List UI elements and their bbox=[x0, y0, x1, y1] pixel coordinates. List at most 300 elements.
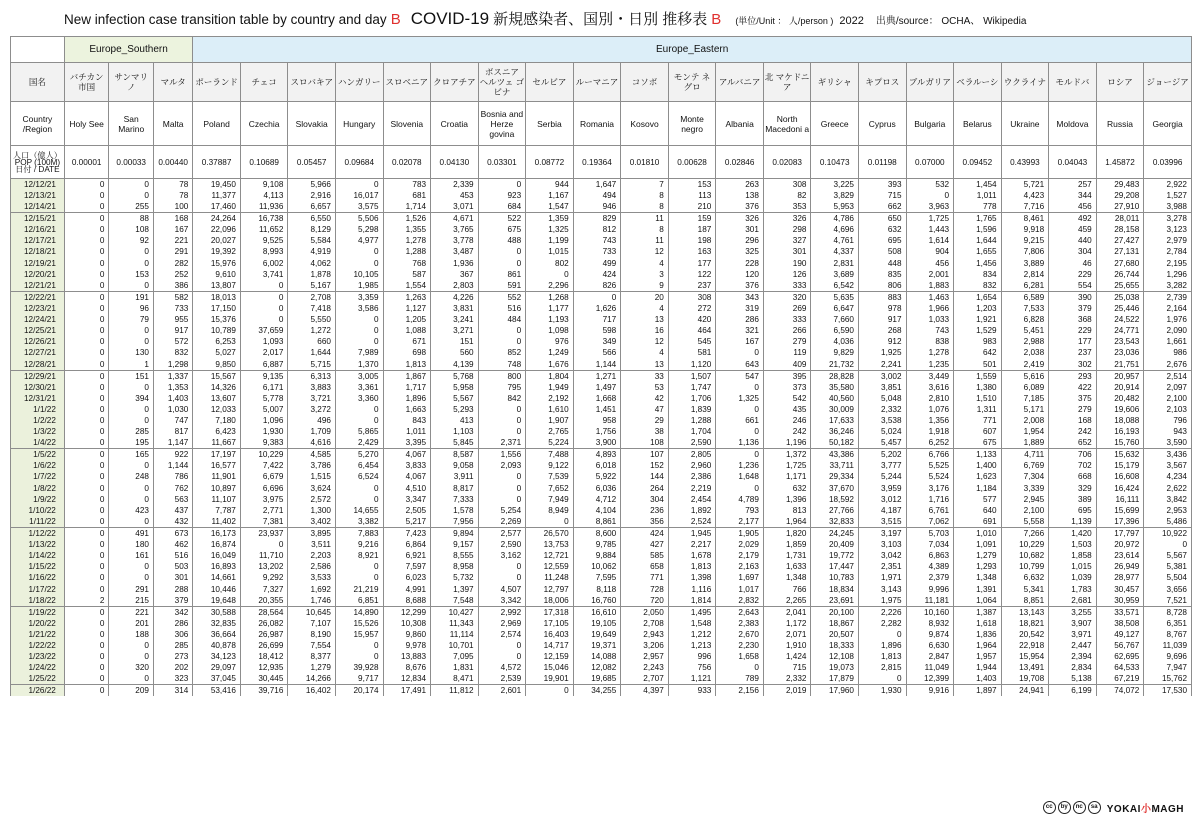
case-count-cell: 842 bbox=[478, 393, 526, 404]
case-count-cell: 11,049 bbox=[906, 662, 954, 673]
case-count-cell: 25,655 bbox=[1096, 280, 1144, 292]
case-count-cell: 986 bbox=[1144, 347, 1192, 358]
case-count-cell: 577 bbox=[954, 494, 1002, 505]
population-value: 0.00001 bbox=[64, 146, 109, 179]
case-count-cell: 1,144 bbox=[573, 359, 621, 371]
case-count-cell: 20,507 bbox=[811, 629, 859, 640]
case-count-cell: 996 bbox=[668, 651, 716, 662]
case-count-cell: 221 bbox=[109, 606, 154, 618]
case-count-cell: 108 bbox=[109, 224, 154, 235]
case-count-cell: 0 bbox=[64, 572, 109, 583]
country-en-name: Slovakia bbox=[288, 102, 336, 146]
corner-cell bbox=[11, 37, 65, 63]
case-count-cell: 1,889 bbox=[1001, 437, 1049, 449]
case-count-cell: 2,100 bbox=[1144, 393, 1192, 404]
case-count-cell: 3,402 bbox=[288, 516, 336, 528]
case-count-cell: 3,012 bbox=[858, 494, 906, 505]
case-count-cell: 1,706 bbox=[668, 393, 716, 404]
case-count-cell: 27,680 bbox=[1096, 258, 1144, 269]
case-count-cell: 1,709 bbox=[288, 426, 336, 437]
case-count-cell: 201 bbox=[109, 618, 154, 629]
case-count-cell: 8,993 bbox=[240, 246, 288, 257]
case-count-cell: 1,096 bbox=[240, 415, 288, 426]
case-count-cell: 1,015 bbox=[1049, 561, 1097, 572]
case-count-cell: 376 bbox=[716, 201, 764, 213]
case-count-cell: 2,351 bbox=[858, 561, 906, 572]
case-count-cell: 6,679 bbox=[240, 471, 288, 482]
case-count-cell: 516 bbox=[153, 550, 192, 561]
case-count-cell: 1,556 bbox=[478, 449, 526, 461]
case-count-cell: 0 bbox=[335, 179, 383, 191]
case-count-cell: 39,716 bbox=[240, 685, 288, 697]
case-count-cell: 6,921 bbox=[383, 550, 431, 561]
case-count-cell: 394 bbox=[109, 393, 154, 404]
case-count-cell: 0 bbox=[335, 325, 383, 336]
case-count-cell: 16,402 bbox=[288, 685, 336, 697]
case-count-cell: 1,618 bbox=[954, 618, 1002, 629]
case-count-cell: 6,089 bbox=[1001, 382, 1049, 393]
case-count-cell: 27,766 bbox=[811, 505, 859, 516]
case-count-cell: 27,427 bbox=[1096, 235, 1144, 246]
case-count-cell: 812 bbox=[573, 224, 621, 235]
case-count-cell: 2,226 bbox=[858, 606, 906, 618]
case-count-cell: 67,219 bbox=[1096, 673, 1144, 685]
case-count-cell: 1,883 bbox=[906, 280, 954, 292]
case-count-cell: 2,394 bbox=[1049, 651, 1097, 662]
infection-table bbox=[10, 36, 1192, 696]
case-count-cell: 23,691 bbox=[811, 595, 859, 607]
case-count-cell: 0 bbox=[526, 685, 574, 697]
case-count-cell: 2,203 bbox=[288, 550, 336, 561]
case-count-cell: 1,213 bbox=[668, 640, 716, 651]
case-count-cell: 3,123 bbox=[1144, 224, 1192, 235]
case-count-cell: 5,584 bbox=[288, 235, 336, 246]
case-count-cell: 8,129 bbox=[288, 224, 336, 235]
case-count-cell: 2,038 bbox=[1001, 347, 1049, 358]
case-count-cell: 0 bbox=[240, 314, 288, 325]
case-count-cell: 1,529 bbox=[954, 325, 1002, 336]
case-count-cell: 16,738 bbox=[240, 213, 288, 225]
case-count-cell: 153 bbox=[668, 179, 716, 191]
case-count-cell: 34,255 bbox=[573, 685, 621, 697]
case-count-cell: 50,182 bbox=[811, 437, 859, 449]
case-count-cell: 188 bbox=[109, 629, 154, 640]
case-count-cell: 4,977 bbox=[335, 235, 383, 246]
case-count-cell: 1,859 bbox=[763, 539, 811, 550]
case-count-cell: 1,858 bbox=[1049, 550, 1097, 561]
case-count-cell: 1,311 bbox=[954, 404, 1002, 415]
case-count-cell: 2,643 bbox=[716, 606, 764, 618]
case-count-cell: 33 bbox=[621, 370, 669, 382]
case-count-cell: 800 bbox=[478, 370, 526, 382]
case-count-cell: 13,202 bbox=[240, 561, 288, 572]
case-count-cell: 7,956 bbox=[431, 516, 479, 528]
case-count-cell: 1,249 bbox=[526, 347, 574, 358]
case-count-cell: 9,383 bbox=[240, 437, 288, 449]
table-row bbox=[11, 595, 1192, 607]
case-count-cell: 2,707 bbox=[621, 673, 669, 685]
case-count-cell: 1,975 bbox=[858, 595, 906, 607]
case-count-cell: 296 bbox=[716, 235, 764, 246]
case-count-cell: 9,996 bbox=[906, 584, 954, 595]
case-count-cell: 353 bbox=[763, 201, 811, 213]
case-count-cell: 4,389 bbox=[906, 561, 954, 572]
case-count-cell: 257 bbox=[1049, 179, 1097, 191]
country-jp-name: ハンガリー bbox=[335, 63, 383, 102]
country-en-name: Serbia bbox=[526, 102, 574, 146]
case-count-cell: 6,351 bbox=[1144, 618, 1192, 629]
case-count-cell: 0 bbox=[109, 640, 154, 651]
population-value: 1.45872 bbox=[1096, 146, 1144, 179]
case-count-cell: 13,143 bbox=[1001, 606, 1049, 618]
case-count-cell: 1,930 bbox=[240, 426, 288, 437]
case-count-cell: 3,975 bbox=[240, 494, 288, 505]
case-count-cell: 266 bbox=[763, 325, 811, 336]
case-count-cell: 1,655 bbox=[954, 246, 1002, 257]
case-count-cell: 2,590 bbox=[478, 539, 526, 550]
country-en-name: Albania bbox=[716, 102, 764, 146]
case-count-cell: 343 bbox=[716, 291, 764, 303]
case-count-cell: 632 bbox=[763, 483, 811, 494]
case-count-cell: 10,682 bbox=[1001, 550, 1049, 561]
date-cell: 1/10/22 bbox=[11, 505, 65, 516]
case-count-cell: 7,548 bbox=[431, 595, 479, 607]
case-count-cell: 8 bbox=[621, 224, 669, 235]
case-count-cell: 11,181 bbox=[906, 595, 954, 607]
case-count-cell: 198 bbox=[668, 235, 716, 246]
case-count-cell: 7,333 bbox=[431, 494, 479, 505]
case-count-cell: 835 bbox=[858, 269, 906, 280]
case-count-cell: 0 bbox=[109, 494, 154, 505]
case-count-cell: 18,412 bbox=[240, 651, 288, 662]
date-cell: 1/21/22 bbox=[11, 629, 65, 640]
case-count-cell: 660 bbox=[288, 336, 336, 347]
case-count-cell: 0 bbox=[109, 325, 154, 336]
title-marker-2: B bbox=[711, 11, 722, 28]
case-count-cell: 420 bbox=[668, 314, 716, 325]
case-count-cell: 308 bbox=[668, 291, 716, 303]
case-count-cell: 4,187 bbox=[858, 505, 906, 516]
case-count-cell: 2,001 bbox=[906, 269, 954, 280]
case-count-cell: 581 bbox=[668, 347, 716, 358]
case-count-cell: 88 bbox=[109, 213, 154, 225]
case-count-cell: 368 bbox=[1049, 314, 1097, 325]
case-count-cell: 904 bbox=[906, 246, 954, 257]
case-count-cell: 4,510 bbox=[383, 483, 431, 494]
case-count-cell: 675 bbox=[954, 437, 1002, 449]
case-count-cell: 0 bbox=[64, 201, 109, 213]
case-count-cell: 26,699 bbox=[240, 640, 288, 651]
case-count-cell: 0 bbox=[478, 258, 526, 269]
population-value: 0.43993 bbox=[1001, 146, 1049, 179]
case-count-cell: 320 bbox=[109, 662, 154, 673]
case-count-cell: 1,905 bbox=[716, 527, 764, 539]
case-count-cell: 976 bbox=[526, 336, 574, 347]
cc-by-icon: by bbox=[1058, 801, 1071, 814]
case-count-cell: 12,721 bbox=[526, 550, 574, 561]
case-count-cell: 917 bbox=[153, 325, 192, 336]
case-count-cell: 9,884 bbox=[573, 550, 621, 561]
case-count-cell: 6,253 bbox=[193, 336, 241, 347]
country-jp-name: コソボ bbox=[621, 63, 669, 102]
date-cell: 1/3/22 bbox=[11, 426, 65, 437]
table-row bbox=[11, 505, 1192, 516]
case-count-cell: 494 bbox=[573, 190, 621, 201]
case-count-cell: 272 bbox=[668, 303, 716, 314]
case-count-cell: 30,959 bbox=[1096, 595, 1144, 607]
case-count-cell: 2,332 bbox=[763, 673, 811, 685]
case-count-cell: 187 bbox=[668, 224, 716, 235]
case-count-cell: 11,652 bbox=[240, 224, 288, 235]
case-count-cell: 319 bbox=[716, 303, 764, 314]
case-count-cell: 748 bbox=[478, 359, 526, 371]
case-count-cell: 4,671 bbox=[431, 213, 479, 225]
case-count-cell: 4,761 bbox=[811, 235, 859, 246]
case-count-cell: 18,333 bbox=[811, 640, 859, 651]
case-count-cell: 8,118 bbox=[573, 584, 621, 595]
case-count-cell: 0 bbox=[64, 460, 109, 471]
case-count-cell: 28,564 bbox=[240, 606, 288, 618]
case-count-cell: 246 bbox=[763, 415, 811, 426]
case-count-cell: 0 bbox=[716, 449, 764, 461]
cc-sa-icon: sa bbox=[1088, 801, 1101, 814]
date-cell: 1/23/22 bbox=[11, 651, 65, 662]
case-count-cell: 2,514 bbox=[1144, 370, 1192, 382]
case-count-cell: 11,402 bbox=[193, 516, 241, 528]
case-count-cell: 587 bbox=[383, 269, 431, 280]
case-count-cell: 23,036 bbox=[1096, 347, 1144, 358]
case-count-cell: 2,241 bbox=[858, 359, 906, 371]
case-count-cell: 20,027 bbox=[193, 235, 241, 246]
case-count-cell: 955 bbox=[153, 314, 192, 325]
table-row bbox=[11, 437, 1192, 449]
case-count-cell: 288 bbox=[153, 584, 192, 595]
case-count-cell: 9,829 bbox=[811, 347, 859, 358]
country-en-name: Holy See bbox=[64, 102, 109, 146]
case-count-cell: 0 bbox=[335, 494, 383, 505]
case-count-cell: 1,503 bbox=[1049, 539, 1097, 550]
case-count-cell: 2,979 bbox=[1144, 235, 1192, 246]
case-count-cell: 1,559 bbox=[954, 370, 1002, 382]
case-count-cell: 671 bbox=[383, 336, 431, 347]
case-count-cell: 24,245 bbox=[811, 527, 859, 539]
case-count-cell: 10,645 bbox=[288, 606, 336, 618]
case-count-cell: 9,860 bbox=[383, 629, 431, 640]
case-count-cell: 5,524 bbox=[906, 471, 954, 482]
case-count-cell: 0 bbox=[858, 629, 906, 640]
case-count-cell: 1,139 bbox=[1049, 516, 1097, 528]
case-count-cell: 15,376 bbox=[193, 314, 241, 325]
case-count-cell: 5,171 bbox=[1001, 404, 1049, 415]
case-count-cell: 0 bbox=[335, 258, 383, 269]
case-count-cell: 944 bbox=[526, 179, 574, 191]
case-count-cell: 0 bbox=[64, 618, 109, 629]
case-count-cell: 308 bbox=[763, 179, 811, 191]
table-row bbox=[11, 685, 1192, 697]
case-count-cell: 18,834 bbox=[811, 584, 859, 595]
case-count-cell: 4,226 bbox=[431, 291, 479, 303]
case-count-cell: 2,505 bbox=[383, 505, 431, 516]
table-row bbox=[11, 640, 1192, 651]
case-count-cell: 279 bbox=[1049, 404, 1097, 415]
case-count-cell: 14,326 bbox=[193, 382, 241, 393]
case-count-cell: 376 bbox=[716, 280, 764, 292]
case-count-cell: 19,073 bbox=[811, 662, 859, 673]
case-count-cell: 0 bbox=[109, 404, 154, 415]
case-count-cell: 12,399 bbox=[906, 673, 954, 685]
case-count-cell: 5,732 bbox=[431, 572, 479, 583]
case-count-cell: 8,921 bbox=[335, 550, 383, 561]
case-count-cell: 554 bbox=[1049, 280, 1097, 292]
country-en-name: Georgia bbox=[1144, 102, 1192, 146]
case-count-cell: 0 bbox=[335, 336, 383, 347]
date-cell: 1/19/22 bbox=[11, 606, 65, 618]
case-count-cell: 293 bbox=[1049, 370, 1097, 382]
country-en-name: Monte negro bbox=[668, 102, 716, 146]
case-count-cell: 0 bbox=[716, 662, 764, 673]
case-count-cell: 1,133 bbox=[954, 449, 1002, 461]
country-jp-name: 北 マケドニア bbox=[763, 63, 811, 102]
case-count-cell: 15,179 bbox=[1096, 460, 1144, 471]
case-count-cell: 0 bbox=[64, 325, 109, 336]
case-count-cell: 107 bbox=[621, 449, 669, 461]
case-count-cell: 279 bbox=[763, 336, 811, 347]
case-count-cell: 40,878 bbox=[193, 640, 241, 651]
case-count-cell: 632 bbox=[858, 224, 906, 235]
case-count-cell: 435 bbox=[763, 404, 811, 415]
case-count-cell: 1,167 bbox=[526, 190, 574, 201]
case-count-cell: 691 bbox=[954, 516, 1002, 528]
case-count-cell: 20,409 bbox=[811, 539, 859, 550]
case-count-cell: 9,292 bbox=[240, 572, 288, 583]
case-count-cell: 12,159 bbox=[526, 651, 574, 662]
case-count-cell: 36,664 bbox=[193, 629, 241, 640]
case-count-cell: 7,185 bbox=[1001, 393, 1049, 404]
case-count-cell: 0 bbox=[64, 584, 109, 595]
case-count-cell: 3,883 bbox=[288, 382, 336, 393]
case-count-cell: 1,548 bbox=[668, 618, 716, 629]
case-count-cell: 11,812 bbox=[431, 685, 479, 697]
case-count-cell: 2,922 bbox=[1144, 179, 1192, 191]
case-count-cell: 1,098 bbox=[526, 325, 574, 336]
date-cell: 1/12/22 bbox=[11, 527, 65, 539]
case-count-cell: 1,278 bbox=[906, 347, 954, 358]
footer bbox=[1043, 798, 1184, 816]
case-count-cell: 591 bbox=[478, 280, 526, 292]
case-count-cell: 1,235 bbox=[906, 359, 954, 371]
case-count-cell: 9,610 bbox=[193, 269, 241, 280]
table-row bbox=[11, 673, 1192, 685]
country-en-name: Russia bbox=[1096, 102, 1144, 146]
case-count-cell: 2,765 bbox=[526, 426, 574, 437]
case-count-cell: 4,919 bbox=[288, 246, 336, 257]
table-row bbox=[11, 314, 1192, 325]
case-count-cell: 14,661 bbox=[193, 572, 241, 583]
case-count-cell: 177 bbox=[1049, 336, 1097, 347]
case-count-cell: 64,533 bbox=[1096, 662, 1144, 673]
case-count-cell: 1,892 bbox=[668, 505, 716, 516]
case-count-cell: 19,371 bbox=[573, 640, 621, 651]
population-value: 0.02846 bbox=[716, 146, 764, 179]
case-count-cell: 34,123 bbox=[193, 651, 241, 662]
case-count-cell: 40,560 bbox=[811, 393, 859, 404]
case-count-cell: 14,655 bbox=[335, 505, 383, 516]
case-count-cell: 33,571 bbox=[1096, 606, 1144, 618]
case-count-cell: 5,381 bbox=[1144, 561, 1192, 572]
case-count-cell: 3,103 bbox=[858, 539, 906, 550]
case-count-cell: 6,171 bbox=[240, 382, 288, 393]
date-cell: 12/31/21 bbox=[11, 393, 65, 404]
case-count-cell: 0 bbox=[1144, 539, 1192, 550]
case-count-cell: 1,263 bbox=[383, 291, 431, 303]
case-count-cell: 3,988 bbox=[1144, 201, 1192, 213]
case-count-cell: 1,647 bbox=[573, 179, 621, 191]
table-row bbox=[11, 325, 1192, 336]
case-count-cell: 0 bbox=[64, 539, 109, 550]
case-count-cell: 5,217 bbox=[383, 516, 431, 528]
case-count-cell: 1,451 bbox=[573, 404, 621, 415]
case-count-cell: 943 bbox=[1144, 426, 1192, 437]
case-count-cell: 6,199 bbox=[1049, 685, 1097, 697]
country-jp-name: クロアチア bbox=[431, 63, 479, 102]
case-count-cell: 17,396 bbox=[1096, 516, 1144, 528]
country-jp-name: ベラルーシ bbox=[954, 63, 1002, 102]
case-count-cell: 1,348 bbox=[763, 572, 811, 583]
case-count-cell: 8,861 bbox=[573, 516, 621, 528]
case-count-cell: 2,156 bbox=[716, 685, 764, 697]
case-count-cell: 11,377 bbox=[193, 190, 241, 201]
case-count-cell: 424 bbox=[573, 269, 621, 280]
case-count-cell: 0 bbox=[64, 213, 109, 225]
case-count-cell: 1,120 bbox=[668, 359, 716, 371]
case-count-cell: 715 bbox=[763, 662, 811, 673]
case-count-cell: 1,064 bbox=[954, 595, 1002, 607]
case-count-cell: 5,506 bbox=[335, 213, 383, 225]
case-count-cell: 386 bbox=[153, 280, 192, 292]
case-count-cell: 0 bbox=[109, 483, 154, 494]
case-count-cell: 19,649 bbox=[573, 629, 621, 640]
case-count-cell: 3,833 bbox=[383, 460, 431, 471]
case-count-cell: 0 bbox=[64, 179, 109, 191]
case-count-cell: 552 bbox=[478, 291, 526, 303]
case-count-cell: 1,725 bbox=[906, 213, 954, 225]
country-en-name: Bulgaria bbox=[906, 102, 954, 146]
case-count-cell: 1,836 bbox=[954, 629, 1002, 640]
case-count-cell: 8 bbox=[621, 190, 669, 201]
table-row bbox=[11, 235, 1192, 246]
case-count-cell: 10,922 bbox=[1144, 527, 1192, 539]
case-count-cell: 0 bbox=[109, 246, 154, 257]
case-count-cell: 26,570 bbox=[526, 527, 574, 539]
date-cell: 1/11/22 bbox=[11, 516, 65, 528]
case-count-cell: 1,526 bbox=[383, 213, 431, 225]
date-cell: 12/24/21 bbox=[11, 314, 65, 325]
case-count-cell: 1,391 bbox=[954, 584, 1002, 595]
case-count-cell: 113 bbox=[668, 190, 716, 201]
case-count-cell: 28,011 bbox=[1096, 213, 1144, 225]
case-count-cell: 7,422 bbox=[240, 460, 288, 471]
case-count-cell: 32,833 bbox=[811, 516, 859, 528]
case-count-cell: 7,716 bbox=[1001, 201, 1049, 213]
case-count-cell: 1,783 bbox=[1049, 584, 1097, 595]
case-count-cell: 1,966 bbox=[906, 303, 954, 314]
country-en-name: Kosovo bbox=[621, 102, 669, 146]
date-cell: 1/5/22 bbox=[11, 449, 65, 461]
case-count-cell: 0 bbox=[64, 449, 109, 461]
case-count-cell: 852 bbox=[478, 347, 526, 358]
case-count-cell: 0 bbox=[64, 269, 109, 280]
case-count-cell: 100 bbox=[153, 201, 192, 213]
